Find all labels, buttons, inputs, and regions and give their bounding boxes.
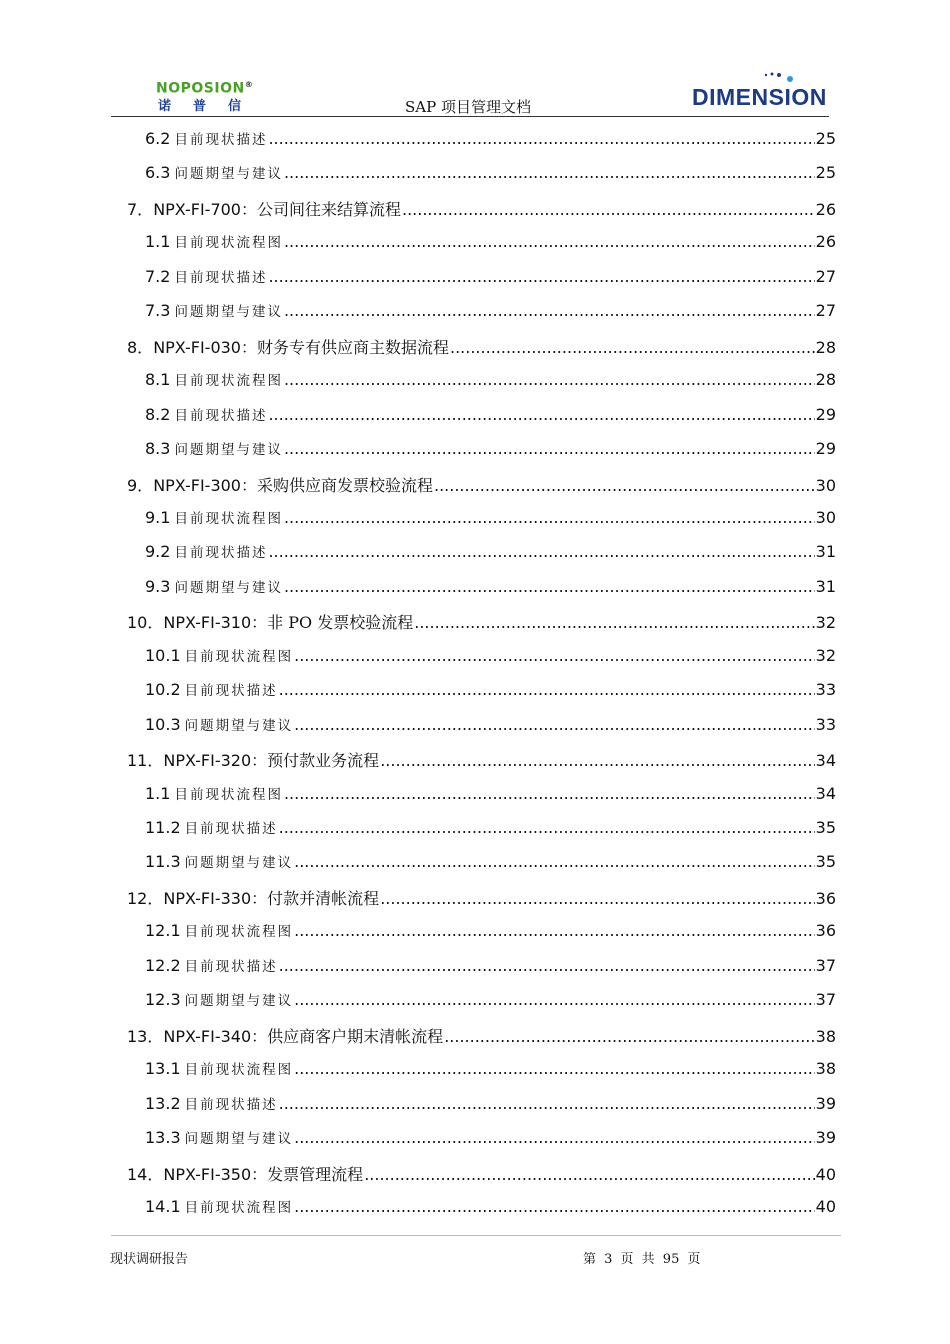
toc-dot-leader — [294, 852, 815, 871]
toc-entry-code: NPX-FI-300 — [153, 475, 241, 495]
toc-entry-number: 12.1 — [145, 921, 181, 941]
toc-entry-number: 10.2 — [145, 680, 181, 700]
toc-entry-number: 1.1 — [145, 783, 171, 803]
toc-entry-page: 37 — [815, 955, 836, 975]
toc-chapter-entry[interactable] — [127, 610, 836, 634]
toc-entry-number: 11.2 — [145, 818, 181, 837]
toc-dot-leader — [294, 990, 815, 1009]
toc-section-entry[interactable] — [145, 231, 836, 255]
toc-section-entry[interactable] — [145, 920, 836, 944]
toc-section-entry[interactable] — [145, 714, 836, 738]
toc-dot-leader — [284, 370, 815, 389]
dimension-logo — [690, 70, 830, 114]
toc-section-entry[interactable] — [145, 128, 836, 152]
toc-entry-title: 目前现状流程图 — [184, 924, 294, 941]
toc-chapter-entry[interactable] — [127, 1162, 836, 1186]
toc-section-entry[interactable] — [145, 507, 836, 531]
toc-entry-title: 目前现状描述 — [174, 407, 268, 424]
toc-section-entry[interactable] — [145, 541, 836, 565]
toc-entry-page: 40 — [815, 1196, 836, 1216]
toc-entry-page: 40 — [815, 1164, 836, 1184]
toc-entry-number: 1.1 — [145, 232, 171, 252]
toc-entry-title: 目前现状流程图 — [184, 1199, 294, 1216]
toc-entry-page: 35 — [815, 818, 836, 837]
toc-entry-code: NPX-FI-700 — [153, 199, 241, 219]
toc-entry-page: 32 — [815, 613, 836, 633]
toc-entry-number: 9.3 — [145, 576, 171, 596]
footer-page-number: 第 3 页 共 95 页 — [583, 1252, 701, 1267]
toc-entry-number: 8.3 — [145, 439, 171, 459]
toc-entry-number: 9.1 — [145, 507, 171, 527]
toc-dot-leader — [434, 476, 815, 495]
toc-entry-page: 33 — [815, 680, 836, 700]
toc-dot-leader — [294, 1059, 815, 1078]
toc-dot-leader — [294, 646, 815, 665]
toc-dot-leader — [284, 784, 815, 803]
toc-dot-leader — [364, 1165, 814, 1184]
toc-entry-number: 8.2 — [145, 404, 171, 424]
toc-chapter-entry[interactable] — [127, 748, 836, 772]
toc-dot-leader — [284, 577, 815, 596]
toc-entry-title: 问题期望与建议 — [184, 1131, 294, 1148]
toc-entry-page: 39 — [815, 1093, 836, 1113]
toc-entry-number: 12.2 — [145, 955, 181, 975]
toc-section-entry[interactable] — [145, 851, 836, 875]
toc-dot-leader — [284, 301, 815, 320]
toc-chapter-entry[interactable] — [127, 1024, 836, 1048]
toc-dot-leader — [294, 1197, 815, 1216]
toc-entry-title: 目前现状流程图 — [174, 786, 283, 803]
toc-entry-title: 目前现状描述 — [184, 1096, 278, 1113]
toc-entry-page: 31 — [815, 576, 836, 596]
logo-cn-text: 诺普信 — [158, 99, 264, 114]
toc-section-entry[interactable] — [145, 645, 836, 669]
toc-entry-page: 25 — [815, 163, 836, 183]
toc-entry-title: 目前现状描述 — [174, 132, 268, 148]
toc-entry-title: 问题期望与建议 — [184, 993, 294, 1010]
toc-section-entry[interactable] — [145, 404, 836, 428]
toc-entry-page: 38 — [815, 1026, 836, 1046]
footer-divider — [111, 1235, 841, 1236]
toc-dot-leader — [294, 715, 815, 734]
toc-entry-title: 问题期望与建议 — [184, 855, 294, 872]
toc-entry-number: 7． — [127, 199, 154, 219]
toc-entry-number: 13.1 — [145, 1059, 181, 1079]
toc-entry-number: 6.3 — [145, 163, 171, 183]
toc-entry-title: 问题期望与建议 — [174, 442, 283, 459]
toc-chapter-entry[interactable] — [127, 335, 836, 359]
toc-section-entry[interactable] — [145, 300, 836, 324]
toc-dot-leader — [284, 508, 815, 527]
toc-chapter-entry[interactable] — [127, 473, 836, 497]
toc-entry-number: 14.1 — [145, 1196, 181, 1216]
noposion-logo — [156, 80, 266, 114]
toc-entry-page: 27 — [815, 266, 836, 286]
toc-section-entry[interactable] — [145, 576, 836, 600]
toc-entry-page: 37 — [815, 990, 836, 1010]
toc-entry-code: NPX-FI-330 — [163, 888, 252, 908]
toc-dot-leader — [279, 1094, 815, 1113]
toc-entry-number: 12.3 — [145, 990, 181, 1010]
toc-entry-title: 目前现状流程图 — [174, 510, 283, 527]
toc-entry-title: ：预付款业务流程 — [251, 751, 380, 771]
toc-dot-leader — [279, 956, 815, 975]
toc-entry-number: 13． — [127, 1026, 164, 1046]
toc-entry-title: 目前现状描述 — [184, 683, 278, 700]
logo-brand-text: NOPOSION — [156, 80, 245, 97]
toc-chapter-entry[interactable] — [127, 197, 836, 221]
toc-entry-title: 目前现状描述 — [184, 958, 278, 975]
toc-entry-title: 问题期望与建议 — [174, 579, 283, 596]
toc-entry-title: 目前现状流程图 — [184, 1062, 294, 1079]
toc-entry-title: ：非 PO 发票校验流程 — [251, 613, 414, 633]
toc-entry-number: 9.2 — [145, 542, 171, 562]
toc-entry-number: 9． — [127, 475, 154, 495]
toc-entry-page: 34 — [815, 751, 836, 771]
toc-section-entry[interactable] — [145, 162, 836, 186]
toc-dot-leader — [380, 889, 814, 908]
toc-entry-page: 32 — [815, 645, 836, 665]
toc-dot-leader — [268, 267, 814, 286]
toc-entry-code: NPX-FI-310 — [163, 613, 252, 633]
toc-entry-page: 36 — [815, 921, 836, 941]
toc-section-entry[interactable] — [145, 1093, 836, 1117]
toc-entry-page: 26 — [815, 232, 836, 252]
toc-section-entry[interactable] — [145, 955, 836, 979]
toc-dot-leader — [284, 163, 815, 182]
toc-entry-title: ：供应商客户期末清帐流程 — [251, 1026, 444, 1046]
toc-entry-title: ：发票管理流程 — [251, 1164, 364, 1184]
toc-dot-leader — [380, 751, 814, 770]
toc-entry-code: NPX-FI-350 — [163, 1164, 252, 1184]
toc-entry-title: 问题期望与建议 — [174, 166, 283, 183]
toc-entry-number: 14． — [127, 1164, 164, 1184]
toc-entry-title: ：公司间往来结算流程 — [240, 199, 401, 219]
toc-section-entry[interactable] — [145, 1196, 836, 1220]
toc-entry-title: ：采购供应商发票校验流程 — [240, 475, 433, 495]
toc-entry-page: 28 — [815, 370, 836, 390]
toc-entry-number: 10.3 — [145, 714, 181, 734]
toc-section-entry[interactable] — [145, 266, 836, 290]
toc-entry-title: ：付款并清帐流程 — [251, 888, 380, 908]
toc-dot-leader — [284, 232, 815, 251]
toc-entry-title: 目前现状描述 — [174, 269, 268, 286]
toc-dot-leader — [414, 613, 814, 632]
toc-entry-page: 30 — [815, 475, 836, 495]
toc-dot-leader — [268, 129, 814, 148]
registered-mark: ® — [244, 80, 254, 89]
toc-entry-code: NPX-FI-320 — [163, 751, 252, 771]
header-divider — [111, 116, 829, 117]
toc-dot-leader — [444, 1027, 814, 1046]
toc-entry-page: 31 — [815, 542, 836, 562]
toc-dot-leader — [268, 405, 814, 424]
toc-entry-page: 39 — [815, 1128, 836, 1148]
toc-entry-page: 36 — [815, 888, 836, 908]
toc-entry-number: 7.3 — [145, 301, 171, 321]
toc-section-entry[interactable] — [145, 369, 836, 393]
toc-entry-number: 10． — [127, 613, 164, 633]
page-header — [0, 0, 950, 120]
toc-dot-leader — [279, 680, 815, 699]
toc-entry-number: 13.3 — [145, 1128, 181, 1148]
toc-dot-leader — [450, 338, 815, 357]
toc-entry-number: 8.1 — [145, 370, 171, 390]
toc-section-entry[interactable] — [145, 783, 836, 807]
toc-section-entry[interactable] — [145, 817, 836, 841]
document-title: SAP 项目管理文档 — [405, 98, 531, 116]
toc-entry-page: 25 — [815, 129, 836, 148]
toc-section-entry[interactable] — [145, 989, 836, 1013]
toc-entry-title: 目前现状描述 — [184, 821, 278, 837]
toc-section-entry[interactable] — [145, 438, 836, 462]
toc-entry-number: 13.2 — [145, 1093, 181, 1113]
toc-entry-number: 7.2 — [145, 266, 171, 286]
toc-dot-leader — [268, 542, 814, 561]
logo-word-text: DIMENSION — [692, 84, 827, 110]
toc-entry-title: 问题期望与建议 — [174, 304, 283, 321]
toc-entry-code: NPX-FI-340 — [163, 1026, 252, 1046]
toc-entry-page: 28 — [815, 337, 836, 357]
toc-entry-title: 目前现状流程图 — [174, 373, 283, 390]
toc-dot-leader — [294, 921, 815, 940]
toc-section-entry[interactable] — [145, 1058, 836, 1082]
toc-entry-code: NPX-FI-030 — [153, 337, 241, 357]
toc-entry-title: 目前现状流程图 — [174, 235, 283, 252]
toc-dot-leader — [284, 439, 815, 458]
toc-section-entry[interactable] — [145, 679, 836, 703]
toc-entry-title: 问题期望与建议 — [184, 717, 294, 734]
toc-entry-page: 38 — [815, 1059, 836, 1079]
toc-entry-page: 29 — [815, 439, 836, 459]
toc-entry-number: 11.3 — [145, 852, 181, 872]
toc-entry-page: 34 — [815, 783, 836, 803]
toc-entry-page: 27 — [815, 301, 836, 321]
toc-entry-page: 30 — [815, 507, 836, 527]
toc-entry-number: 11． — [127, 751, 164, 771]
toc-chapter-entry[interactable] — [127, 886, 836, 910]
toc-entry-title: ：财务专有供应商主数据流程 — [240, 337, 449, 357]
toc-entry-number: 10.1 — [145, 645, 181, 665]
toc-entry-number: 6.2 — [145, 129, 171, 148]
toc-entry-title: 目前现状描述 — [174, 545, 268, 562]
toc-dot-leader — [294, 1128, 815, 1147]
toc-entry-page: 33 — [815, 714, 836, 734]
toc-entry-page: 35 — [815, 852, 836, 872]
toc-dot-leader — [402, 200, 815, 219]
footer-report-name: 现状调研报告 — [110, 1252, 189, 1267]
toc-entry-number: 12． — [127, 888, 164, 908]
toc-entry-number: 8． — [127, 337, 154, 357]
toc-dot-leader — [279, 818, 815, 837]
toc-entry-page: 26 — [815, 199, 836, 219]
toc-entry-page: 29 — [815, 404, 836, 424]
toc-section-entry[interactable] — [145, 1127, 836, 1151]
toc-entry-title: 目前现状流程图 — [184, 648, 294, 665]
